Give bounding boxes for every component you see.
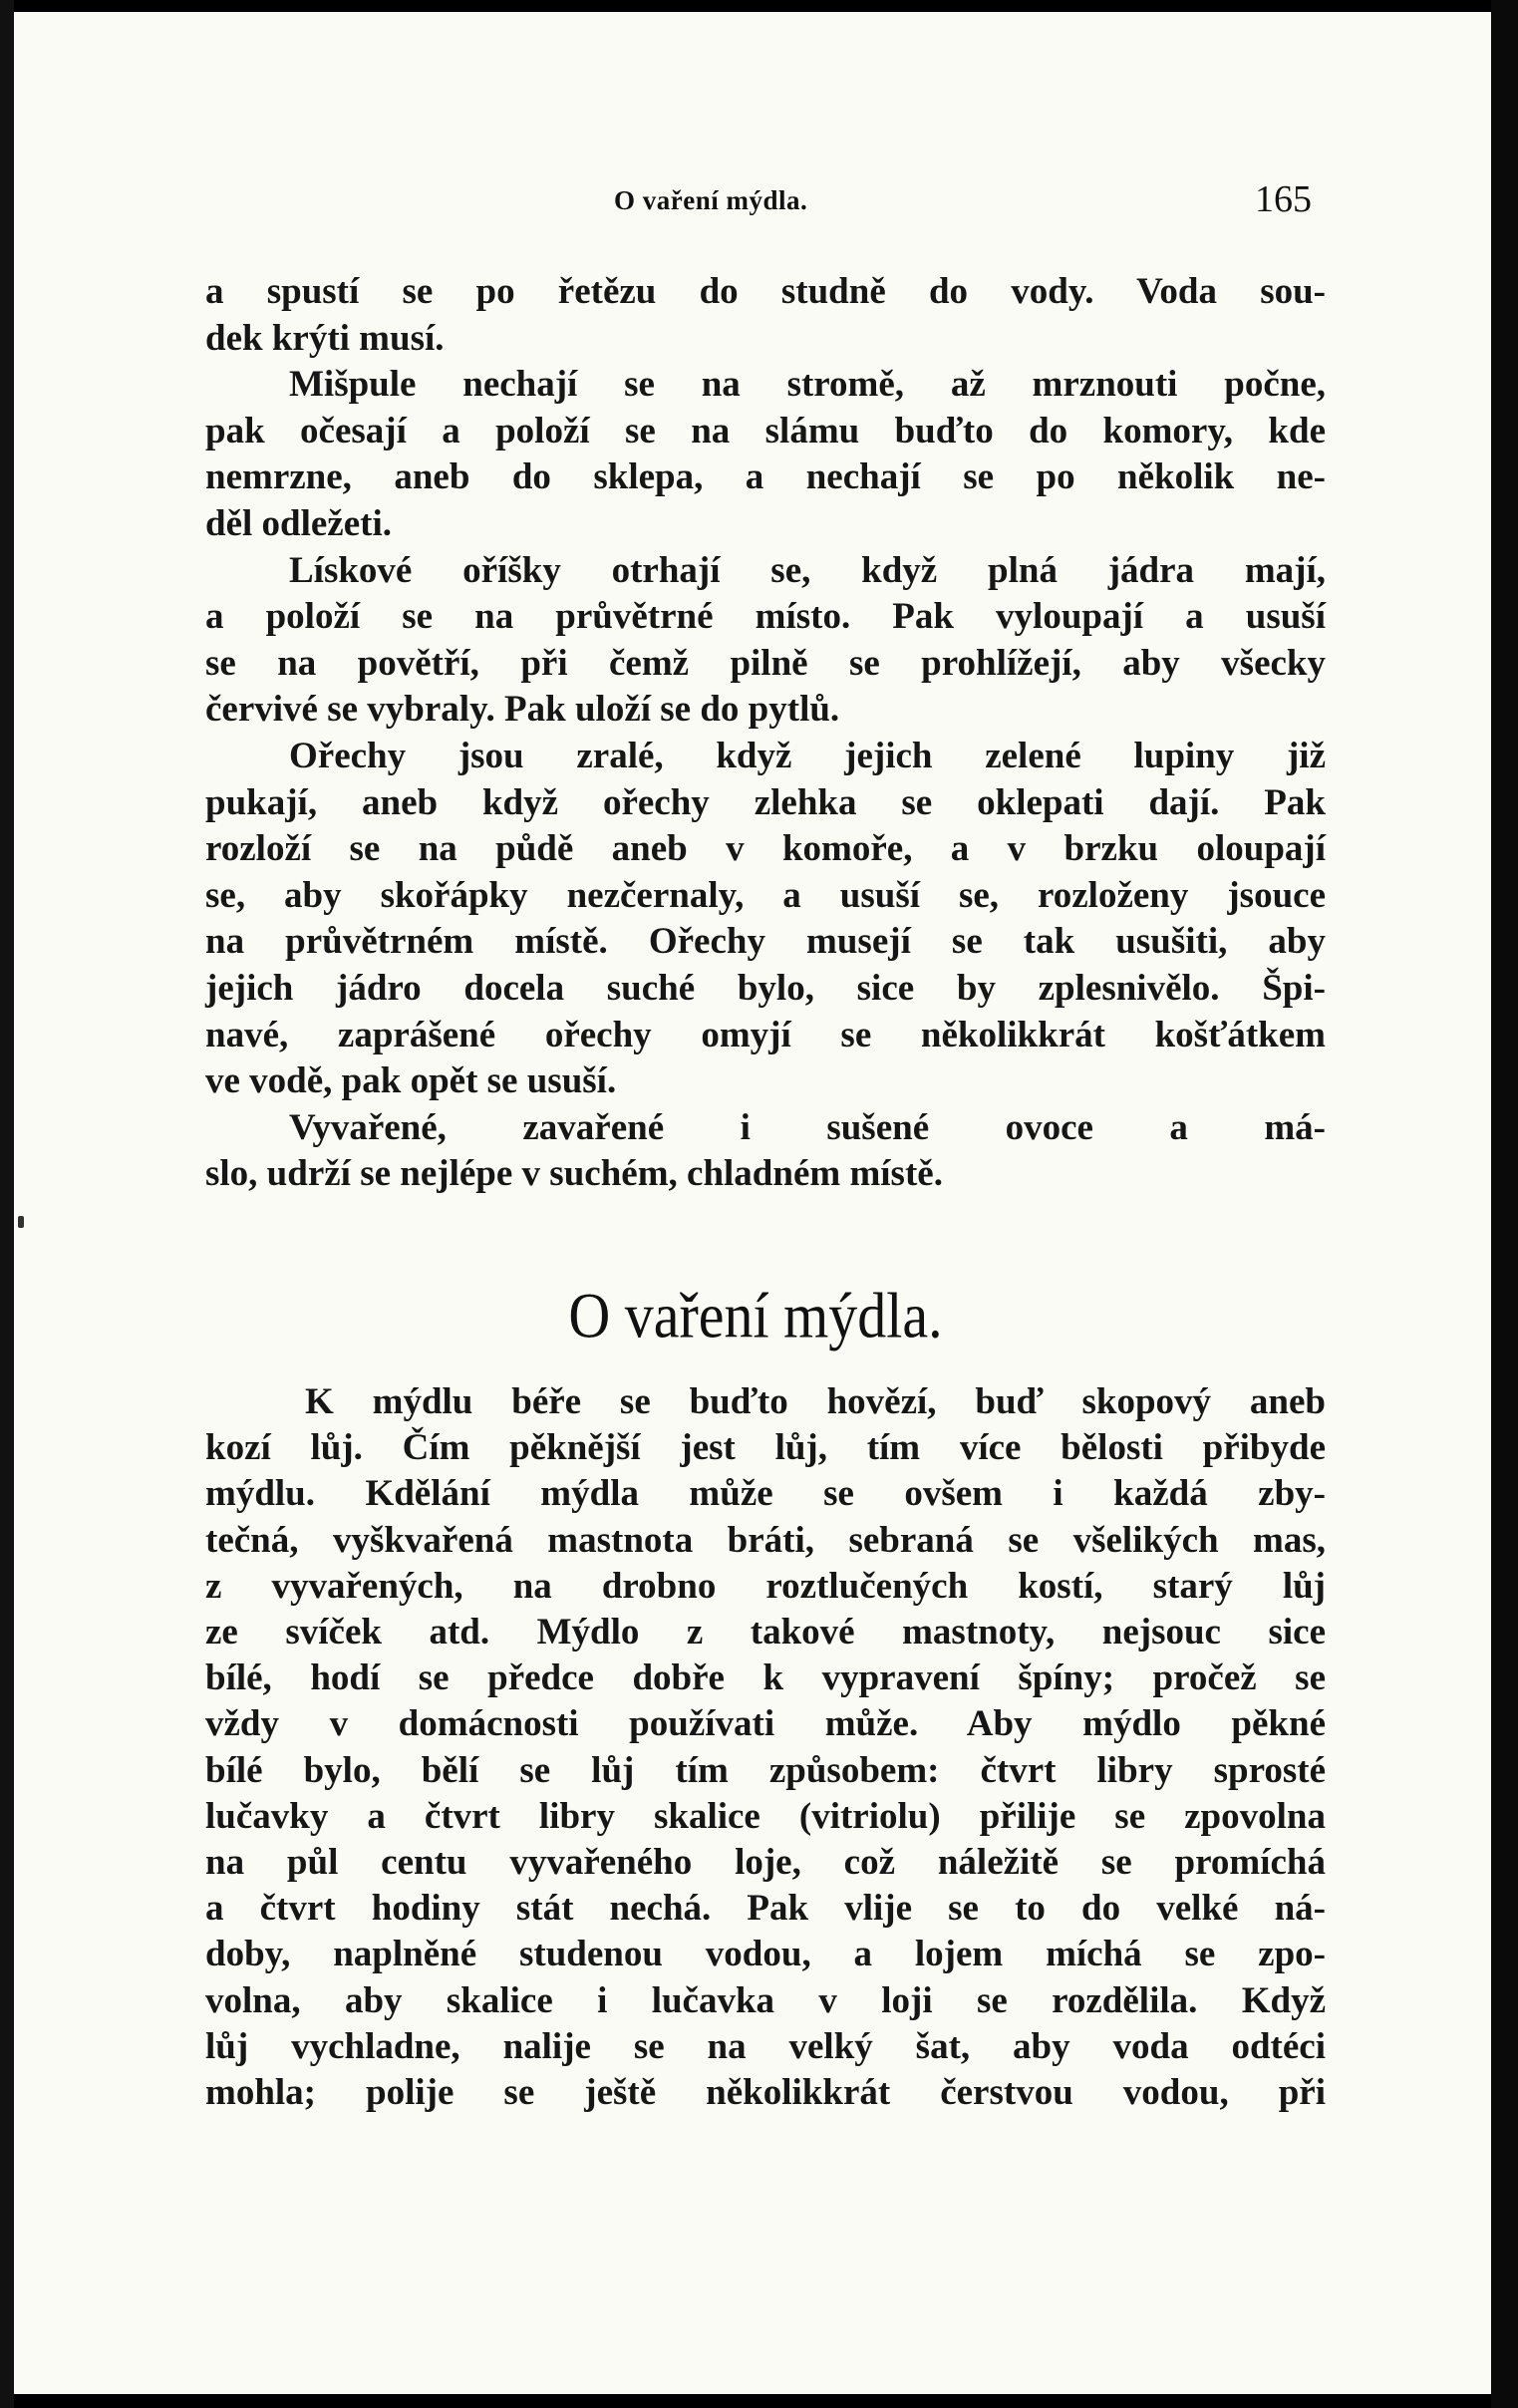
text-line: doby, naplněné studenou vodou, a lojem míchá se zpo- (205, 1934, 1326, 1975)
text-line: dek krýti musí. (205, 317, 445, 359)
section-2-text (205, 1379, 1326, 2116)
text-line: Lískové oříšky otrhají se, když plná jádra mají, (289, 549, 1326, 591)
text-line: se na povětří, při čemž pilně se prohlížejí, aby všecky (205, 642, 1326, 684)
text-line: navé, zaprášené ořechy omyjí se několikkrát košťátkem (205, 1014, 1326, 1055)
text-line: Mišpule nechají se na stromě, až mrznouti počne, (289, 364, 1326, 406)
text-line: jejich jádro docela suché bylo, sice by zplesnivělo. Špi- (205, 967, 1326, 1009)
text-line: červivé se vybraly. Pak uloží se do pytlů. (205, 689, 840, 731)
text-line: ve vodě, pak opět se usuší. (205, 1060, 617, 1102)
section-heading: O vaření mýdla. (568, 1279, 943, 1352)
page-number: 165 (1255, 178, 1312, 220)
text-line: lučavky a čtvrt libry skalice (vitriolu) přilije se zpovolna (205, 1795, 1326, 1837)
text-line: tečná, vyškvařená mastnota bráti, sebraná se všelikých mas, (205, 1519, 1326, 1561)
text-line: volna, aby skalice i lučavka v loji se rozdělila. Když (205, 1979, 1326, 2021)
text-line: mýdlu. Kdělání mýdla může se ovšem i každá zby- (205, 1473, 1326, 1515)
scan-left-edge (0, 0, 14, 2408)
text-line: Ořechy jsou zralé, když jejich zelené lupiny již (289, 735, 1326, 776)
text-line: mohla; polije se ještě několikkrát čerstvou vodou, při (205, 2072, 1326, 2114)
running-title: O vaření mýdla. (614, 185, 808, 215)
text-line: z vyvařených, na drobno roztlučených kostí, starý lůj (205, 1565, 1326, 1607)
text-line: lůj vychladne, nalije se na velký šat, aby voda odtéci (205, 2025, 1326, 2067)
text-line: a čtvrt hodiny stát nechá. Pak vlije se to do velké ná- (205, 1888, 1326, 1930)
text-line: rozloží se na půdě aneb v komoře, a v brzku oloupají (205, 828, 1326, 870)
text-line: bílé, hodí se předce dobře k vypravení špíny; pročež se (205, 1657, 1326, 1699)
text-line: a položí se na průvětrné místo. Pak vyloupají a usuší (205, 596, 1326, 638)
text-line: K mýdlu béře se buďto hovězí, buď skopový aneb (305, 1381, 1326, 1422)
text-line: na půl centu vyvařeného loje, což náležitě se promíchá (205, 1842, 1326, 1884)
text-line: kozí lůj. Čím pěknější jest lůj, tím více bělosti přibyde (205, 1427, 1326, 1469)
text-line: děl odležeti. (205, 502, 393, 544)
text-line: nemrzne, aneb do sklepa, a nechají se po několik ne- (205, 456, 1326, 498)
scan-right-edge (1491, 0, 1518, 2408)
text-line: a spustí se po řetězu do studně do vody. Voda sou- (205, 271, 1326, 312)
section-1-text (205, 269, 1326, 1198)
text-line: pak očesají a položí se na slámu buďto do komory, kde (205, 410, 1326, 452)
page-header (195, 178, 1312, 231)
text-line: se, aby skořápky nezčernaly, a usuší se, rozloženy jsouce (205, 874, 1326, 916)
text-line: bílé bylo, bělí se lůj tím způsobem: čtvrt libry sprosté (205, 1749, 1326, 1791)
text-line: Vyvařené, zavařené i sušené ovoce a má- (289, 1106, 1326, 1148)
text-line: na průvětrném místě. Ořechy musejí se tak usušiti, aby (205, 921, 1326, 963)
text-line: ze svíček atd. Mýdlo z takové mastnoty, nejsouc sice (205, 1612, 1326, 1654)
text-line: pukají, aneb když ořechy zlehka se oklepati dají. Pak (205, 781, 1326, 823)
text-line: slo, udrží se nejlépe v suchém, chladném místě. (205, 1153, 943, 1195)
scan-artifact (18, 1216, 24, 1228)
text-line: vždy v domácnosti používati může. Aby mýdlo pěkné (205, 1703, 1326, 1745)
